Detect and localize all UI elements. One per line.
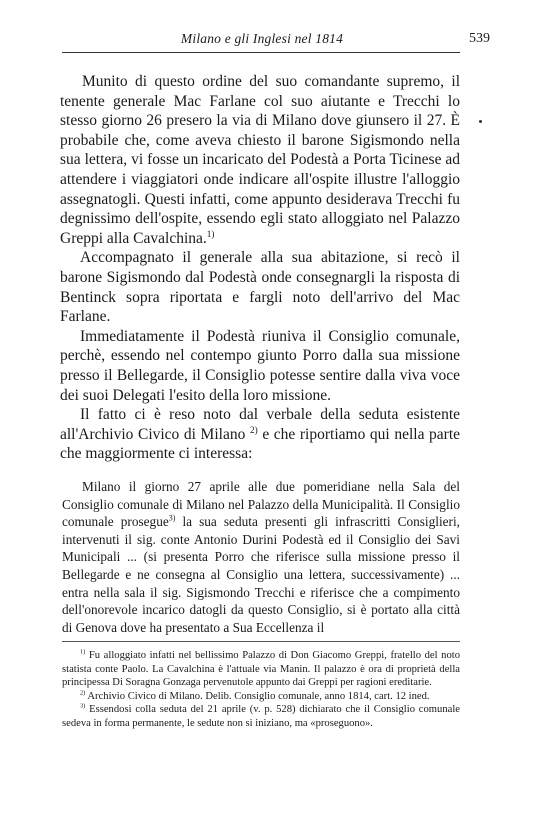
paragraph: Immediatamente il Podestà riuniva il Consiglio comunale, perchè, essendo nel contempo giunto Porro dalla sua missione presso il Bellegarde, il Consiglio potesse sentire dalla viva voce dei suoi Delegati l'esito della loro missione. xyxy=(60,327,460,404)
footnote-ref: 1) xyxy=(206,229,215,240)
footnote-mark: 2) xyxy=(80,689,86,697)
running-title: Milano e gli Inglesi nel 1814 xyxy=(180,31,344,46)
footnote: $^{1)}$ Fu alloggiato infatti nel bellissimo Palazzo di Don Giacomo Greppi, fratello del noto statista conte Paolo. La Cavalchina è l'attuale via Manin. Il palazzo è ora di proprietà della principessa Di Soragna Gonzaga pervenutole appunto dai Greppi per ragioni ereditarie. xyxy=(62,648,460,689)
footnotes xyxy=(62,649,460,731)
quoted-minutes: Milano il giorno 27 aprile alle due pomeridiane nella Sala del Consiglio comunale di Milano nel Palazzo della Municipalità. Il Consiglio comunale prosegue$^{3)}$ la sua seduta presenti gli infrascritti Consiglieri, intervenuti il sig. conte Antonio Durini Podestà ed il Consiglio dei Savi Municipali ... (si presenta Porro che riferisce sulla missione presso il Bellegarde e ne consegna al Consiglio una lettera, successivamente) ... entra nella sala il sig. Sigismondo Trecchi e riferisce che a compimento dell'onorevole incarico datogli da questo Consiglio, si è portato alla città di Genova dove ha presentato a Sua Eccellenza il xyxy=(62,479,461,635)
page-number: 539 xyxy=(469,31,490,46)
footnote-mark: 3) xyxy=(80,702,86,710)
paragraph: Il fatto ci è reso noto dal verbale della seduta esistente all'Archivio Civico di Milano $^{2)}$ e che riportiamo qui nella parte che maggiormente ci interessa: xyxy=(60,406,461,463)
footnote: $^{3)}$ Essendosi colla seduta del 21 aprile (v. p. 528) dichiarato che il Consiglio comunale sedeva in forma permanente, le sedute non si iniziano, ma «proseguono». xyxy=(62,702,460,729)
main-text xyxy=(60,72,460,464)
footnote: $^{2)}$ Archivio Civico di Milano. Delib. Consiglio comunale, anno 1814, cart. 12 ined. xyxy=(80,689,430,702)
paragraph: Munito di questo ordine del suo comandante supremo, il tenente generale Mac Farlane col suo aiutante e Trecchi lo stesso giorno 26 presero la via di Milano dove giunsero il 27. È probabile che, come aveva chiesto il barone Sigismondo nella sua lettera, vi fosse un incaricato del Podestà a Porta Ticinese ad attendere i viaggiatori onde indicare all'ospite illustre l'alloggio assegnatogli. Questi infatti, come appunto desiderava Trecchi fu degnissimo dell'ospite, essendo egli stato alloggiato nel Palazzo Greppi alla Cavalchina.$^{1)}$ xyxy=(60,73,460,247)
footnote-ref: 2) xyxy=(249,425,258,436)
paragraph: Accompagnato il generale alla sua abitazione, si recò il barone Sigismondo dal Podestà onde consegnargli la risposta di Bentinck sopra riportata e fargli noto dell'arrivo del Mac Farlane. xyxy=(60,249,460,326)
header-rule xyxy=(62,52,460,53)
page-header xyxy=(62,31,490,51)
footnote-rule xyxy=(62,641,460,642)
footnote-ref: 3) xyxy=(168,513,176,523)
footnote-mark: 1) xyxy=(80,648,86,656)
margin-mark xyxy=(479,120,482,123)
